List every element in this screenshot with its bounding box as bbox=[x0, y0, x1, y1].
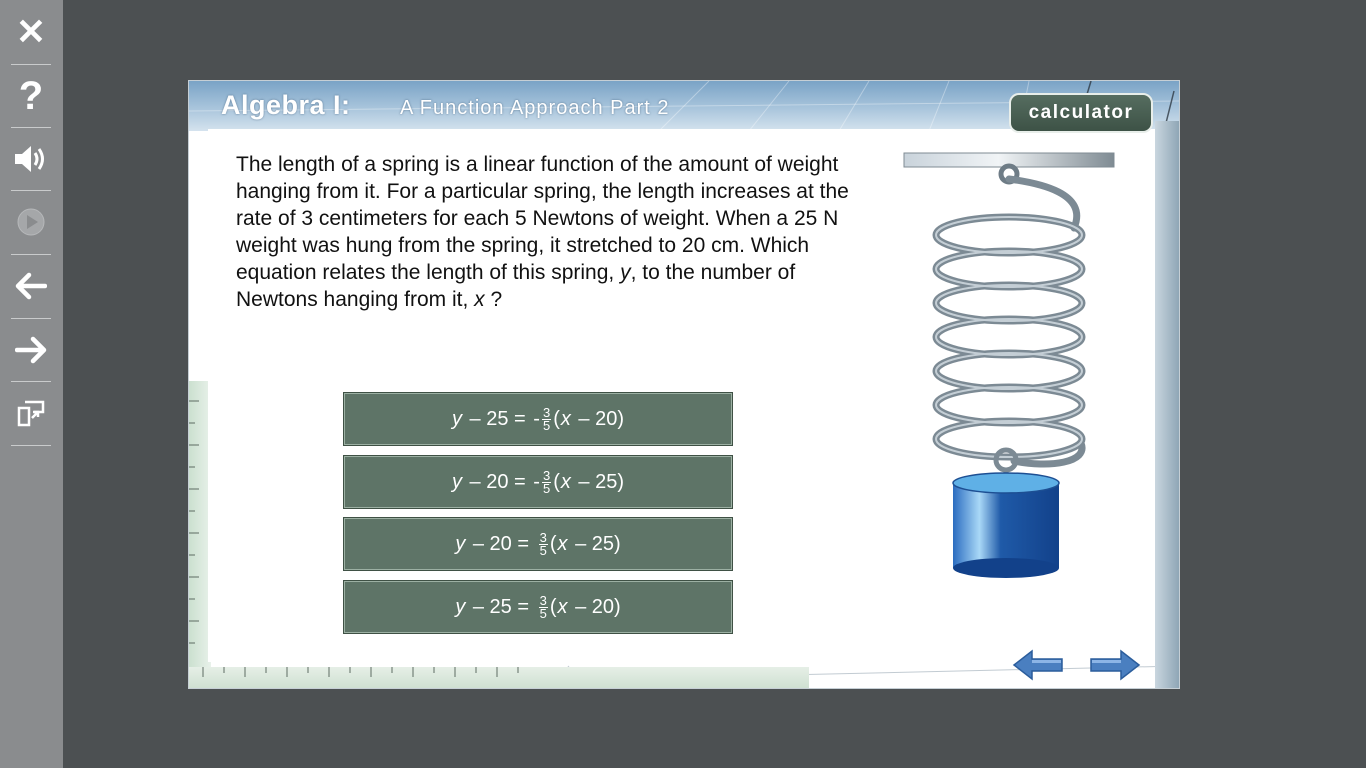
help-button[interactable] bbox=[11, 64, 51, 127]
next-page-button[interactable] bbox=[11, 318, 51, 381]
lesson-frame bbox=[189, 81, 1179, 688]
spring-illustration bbox=[889, 143, 1129, 583]
equation: y – 25 = - $\frac{3}{5}$ ( x – 20) bbox=[451, 404, 625, 433]
back-arrow-icon bbox=[15, 272, 47, 300]
fraction: $\frac{3}{5}$ bbox=[542, 467, 551, 496]
volume-icon bbox=[13, 143, 49, 175]
side-decoration bbox=[1155, 121, 1179, 688]
answer-option-4[interactable] bbox=[344, 581, 732, 633]
calculator-button[interactable] bbox=[1009, 93, 1153, 133]
left-arrow-icon bbox=[1014, 651, 1062, 679]
variable-x: x bbox=[474, 288, 485, 311]
variable-y: y bbox=[620, 261, 631, 284]
ruler-ticks bbox=[189, 667, 809, 688]
answer-option-3[interactable] bbox=[344, 518, 732, 570]
previous-page-button[interactable] bbox=[11, 254, 51, 317]
help-icon: ? bbox=[18, 73, 44, 118]
play-button[interactable] bbox=[11, 190, 51, 253]
question-text: The length of a spring is a linear function of the amount of weight hanging from it. For a particular spring, the length increases at the rate of 3 centimeters for each 5 Newtons of weight. When a 25 N weight was hung from the spring, it stretched to 20 cm. Which equation relates the length of this spring, y, to the number of Newtons hanging from it, x ? bbox=[236, 153, 849, 311]
weight-top bbox=[953, 473, 1059, 493]
equation: y – 20 = - $\frac{3}{5}$ ( x – 25) bbox=[451, 467, 625, 496]
toolbar bbox=[0, 0, 63, 768]
equation: y – 20 = $\frac{3}{5}$ ( x – 25) bbox=[455, 529, 621, 558]
weight-cylinder bbox=[953, 483, 1059, 568]
answer-option-1[interactable] bbox=[344, 393, 732, 445]
back-button[interactable] bbox=[1012, 648, 1066, 682]
close-button[interactable] bbox=[11, 0, 51, 63]
audio-button[interactable] bbox=[11, 127, 51, 190]
next-button[interactable] bbox=[1087, 648, 1141, 682]
play-icon bbox=[16, 207, 46, 237]
course-title: Algebra I: bbox=[221, 90, 351, 120]
answer-option-2[interactable] bbox=[344, 456, 732, 508]
equation: y – 25 = $\frac{3}{5}$ ( x – 20) bbox=[455, 592, 621, 621]
fraction: $\frac{3}{5}$ bbox=[539, 529, 547, 558]
toolbar-divider bbox=[11, 445, 51, 446]
calculator-label: calculator bbox=[1028, 102, 1134, 123]
course-subtitle: A Function Approach Part 2 bbox=[400, 97, 670, 119]
fraction: $\frac{3}{5}$ bbox=[542, 404, 551, 433]
close-icon: ✕ bbox=[15, 10, 47, 52]
glossary-icon bbox=[16, 398, 46, 428]
right-arrow-icon bbox=[1091, 651, 1139, 679]
fraction: $\frac{3}{5}$ bbox=[539, 592, 547, 621]
glossary-button[interactable] bbox=[11, 381, 51, 444]
forward-arrow-icon bbox=[15, 336, 47, 364]
